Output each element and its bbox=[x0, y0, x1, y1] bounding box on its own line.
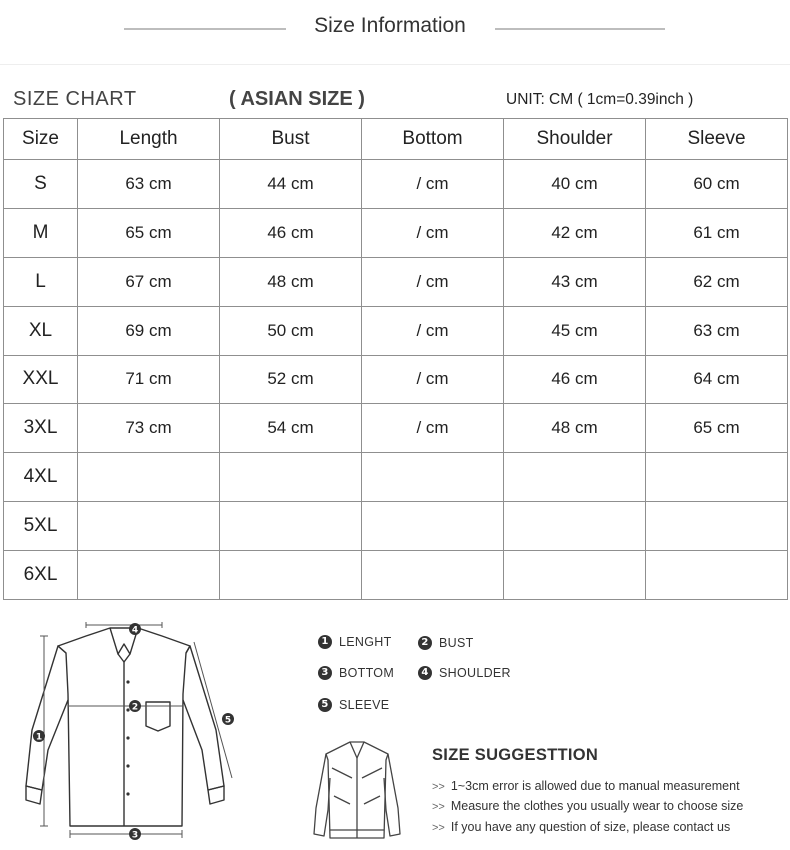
header-shoulder: Shoulder bbox=[504, 119, 646, 160]
table-row bbox=[4, 160, 788, 209]
table-row bbox=[4, 502, 788, 551]
table-row bbox=[4, 257, 788, 306]
length-cell: 65 cm bbox=[78, 208, 220, 257]
bottom-cell bbox=[362, 551, 504, 600]
bottom-cell: / cm bbox=[362, 208, 504, 257]
size-cell: XXL bbox=[4, 355, 78, 404]
table-row bbox=[4, 551, 788, 600]
arrow-icon: >> bbox=[432, 822, 445, 834]
table-row bbox=[4, 404, 788, 453]
sleeve-cell bbox=[646, 551, 788, 600]
svg-text:3: 3 bbox=[131, 830, 139, 841]
suggestion-item bbox=[432, 779, 740, 793]
asian-size-label: ( ASIAN SIZE ) bbox=[229, 88, 365, 110]
legend-label: SLEEVE bbox=[339, 698, 390, 712]
bottom-cell: / cm bbox=[362, 306, 504, 355]
page-title: Size Information bbox=[314, 14, 466, 37]
shoulder-cell: 48 cm bbox=[504, 404, 646, 453]
number-badge: 3 bbox=[318, 666, 332, 680]
header-sleeve: Sleeve bbox=[646, 119, 788, 160]
section-header bbox=[0, 0, 790, 70]
shirt-right-sleeve bbox=[183, 646, 224, 790]
legend-item-bottom bbox=[318, 666, 394, 680]
shirt-diagram bbox=[18, 618, 250, 843]
length-cell bbox=[78, 453, 220, 502]
length-cell: 63 cm bbox=[78, 160, 220, 209]
bottom-cell bbox=[362, 453, 504, 502]
shoulder-cell: 42 cm bbox=[504, 208, 646, 257]
header-size: Size bbox=[4, 119, 78, 160]
size-chart-label: SIZE CHART bbox=[13, 88, 137, 110]
suggestion-text: Measure the clothes you usually wear to choose size bbox=[450, 799, 744, 813]
sleeve-cell: 62 cm bbox=[646, 257, 788, 306]
sleeve-measure-line bbox=[194, 642, 232, 778]
header-bottom: Bottom bbox=[362, 119, 504, 160]
bottom-cell: / cm bbox=[362, 160, 504, 209]
shirt-left-cuff bbox=[26, 786, 42, 804]
number-badge: 5 bbox=[318, 698, 332, 712]
bust-cell: 50 cm bbox=[220, 306, 362, 355]
size-cell: L bbox=[4, 257, 78, 306]
suggestion-item bbox=[432, 820, 730, 834]
bust-cell: 52 cm bbox=[220, 355, 362, 404]
size-cell: M bbox=[4, 208, 78, 257]
measure-marker-4 bbox=[129, 623, 141, 636]
shoulder-cell: 45 cm bbox=[504, 306, 646, 355]
table-row bbox=[4, 453, 788, 502]
sleeve-cell: 61 cm bbox=[646, 208, 788, 257]
measure-marker-1 bbox=[33, 730, 45, 743]
header-divider-right bbox=[495, 28, 665, 30]
size-cell: 6XL bbox=[4, 551, 78, 600]
size-cell: 3XL bbox=[4, 404, 78, 453]
arrow-icon: >> bbox=[432, 801, 445, 813]
shoulder-cell: 43 cm bbox=[504, 257, 646, 306]
unit-label: UNIT: CM ( 1cm=0.39inch ) bbox=[506, 91, 694, 108]
suggestion-text: 1~3cm error is allowed due to manual measurement bbox=[450, 779, 740, 793]
size-cell: 4XL bbox=[4, 453, 78, 502]
suggestion-item bbox=[432, 799, 743, 813]
size-cell: S bbox=[4, 160, 78, 209]
legend-item-bust bbox=[418, 636, 474, 650]
size-table bbox=[3, 118, 788, 600]
legend-item-shoulder bbox=[418, 666, 511, 680]
table-row bbox=[4, 208, 788, 257]
header-length: Length bbox=[78, 119, 220, 160]
shoulder-cell: 46 cm bbox=[504, 355, 646, 404]
bottom-cell: / cm bbox=[362, 257, 504, 306]
suggestion-text: If you have any question of size, please contact us bbox=[450, 820, 731, 834]
shirt-left-sleeve bbox=[26, 646, 68, 790]
bust-cell: 44 cm bbox=[220, 160, 362, 209]
sleeve-cell: 63 cm bbox=[646, 306, 788, 355]
sleeve-cell bbox=[646, 453, 788, 502]
sleeve-cell: 64 cm bbox=[646, 355, 788, 404]
bust-cell bbox=[220, 453, 362, 502]
svg-text:2: 2 bbox=[131, 702, 139, 713]
table-row bbox=[4, 306, 788, 355]
arrow-icon: >> bbox=[432, 781, 445, 793]
bottom-cell: / cm bbox=[362, 355, 504, 404]
legend-label: LENGHT bbox=[339, 635, 392, 649]
length-cell: 71 cm bbox=[78, 355, 220, 404]
size-cell: XL bbox=[4, 306, 78, 355]
header-separator bbox=[0, 64, 790, 65]
legend-label: BUST bbox=[439, 636, 474, 650]
measure-marker-2 bbox=[129, 700, 141, 713]
bust-cell: 48 cm bbox=[220, 257, 362, 306]
jacket-illustration bbox=[312, 738, 402, 844]
svg-text:4: 4 bbox=[131, 625, 139, 636]
bust-cell bbox=[220, 502, 362, 551]
size-suggestion-title: SIZE SUGGESTTION bbox=[432, 746, 599, 764]
length-cell bbox=[78, 551, 220, 600]
header-bust: Bust bbox=[220, 119, 362, 160]
number-badge: 2 bbox=[418, 636, 432, 650]
shoulder-cell bbox=[504, 502, 646, 551]
number-badge: 1 bbox=[318, 635, 332, 649]
sleeve-cell: 65 cm bbox=[646, 404, 788, 453]
bust-cell: 54 cm bbox=[220, 404, 362, 453]
number-badge: 4 bbox=[418, 666, 432, 680]
shoulder-cell bbox=[504, 551, 646, 600]
measure-marker-3 bbox=[129, 828, 141, 841]
table-row bbox=[4, 355, 788, 404]
bust-cell: 46 cm bbox=[220, 208, 362, 257]
length-cell: 69 cm bbox=[78, 306, 220, 355]
size-cell: 5XL bbox=[4, 502, 78, 551]
sleeve-cell bbox=[646, 502, 788, 551]
table-header-row bbox=[4, 119, 788, 160]
shoulder-cell bbox=[504, 453, 646, 502]
legend-item-length bbox=[318, 635, 392, 649]
bottom-cell: / cm bbox=[362, 404, 504, 453]
legend-label: BOTTOM bbox=[339, 666, 395, 680]
shirt-buttons bbox=[126, 680, 129, 795]
shoulder-cell: 40 cm bbox=[504, 160, 646, 209]
length-cell: 73 cm bbox=[78, 404, 220, 453]
legend-item-sleeve bbox=[318, 698, 389, 712]
measure-marker-5 bbox=[222, 713, 234, 726]
shirt-right-cuff bbox=[208, 786, 224, 804]
shirt-collar-stand bbox=[118, 654, 130, 662]
length-cell: 67 cm bbox=[78, 257, 220, 306]
length-cell bbox=[78, 502, 220, 551]
svg-text:5: 5 bbox=[224, 715, 232, 726]
bottom-cell bbox=[362, 502, 504, 551]
sleeve-cell: 60 cm bbox=[646, 160, 788, 209]
legend-label: SHOULDER bbox=[439, 666, 511, 680]
svg-text:1: 1 bbox=[35, 732, 43, 743]
bust-cell bbox=[220, 551, 362, 600]
